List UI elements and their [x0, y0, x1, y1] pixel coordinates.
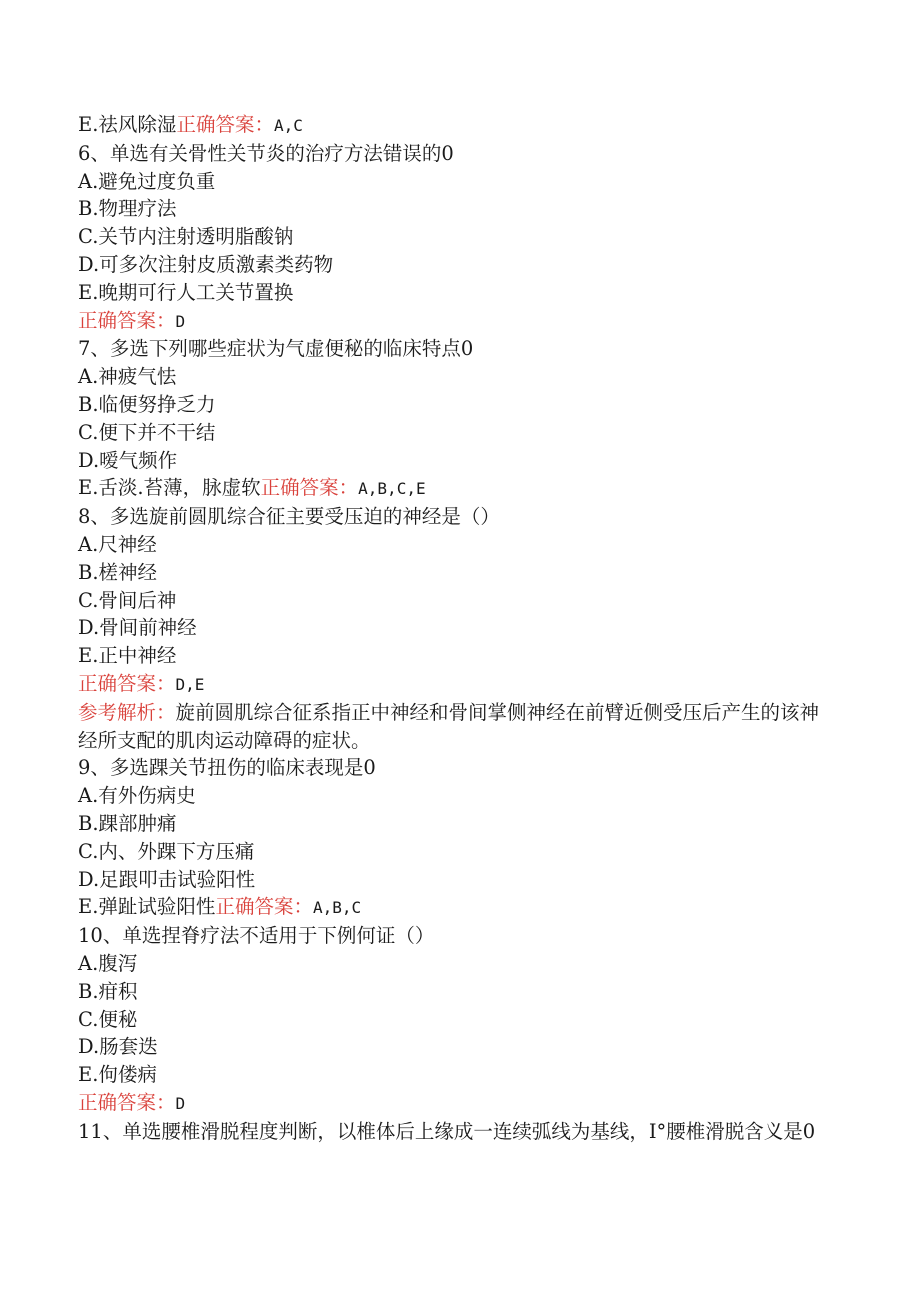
- line-text: 9、多选踝关节扭伤的临床表现是0: [78, 756, 376, 780]
- text-line: [78, 978, 838, 1006]
- answer-value: D,E: [175, 674, 205, 694]
- line-text: B.物理疗法: [78, 197, 177, 221]
- text-line: [78, 587, 838, 615]
- answer-label: 正确答案：: [78, 671, 176, 695]
- explanation-text: 旋前圆肌综合征系指正中神经和骨间掌侧神经在前臂近侧受压后产生的该神经所支配的肌肉运动障碍的症状。: [78, 700, 820, 752]
- text-line: [78, 447, 838, 475]
- text-line: [78, 363, 838, 391]
- line-text: D.足跟叩击试验阳性: [78, 867, 256, 891]
- text-line: [78, 1006, 838, 1034]
- text-line: [78, 699, 838, 755]
- text-line: [78, 419, 838, 447]
- text-line: [78, 754, 838, 782]
- text-line: [78, 1118, 838, 1146]
- text-line: [78, 251, 838, 279]
- answer-label: 正确答案：: [215, 895, 313, 919]
- line-text: 8、多选旋前圆肌综合征主要受压迫的神经是（）: [78, 505, 500, 529]
- line-text: C.便下并不干结: [78, 420, 216, 444]
- text-line: [78, 642, 838, 670]
- line-text: B.槎神经: [78, 560, 158, 584]
- line-text: A.有外伤病史: [78, 784, 196, 808]
- text-line: [78, 531, 838, 559]
- text-line: [78, 279, 838, 307]
- text-line: [78, 950, 838, 978]
- text-line: [78, 168, 838, 196]
- text-line: [78, 503, 838, 531]
- answer-value: A,C: [273, 116, 303, 135]
- line-text: D.肠套迭: [78, 1035, 158, 1059]
- line-text: 7、多选下列哪些症状为气虚便秘的临床特点0: [78, 337, 474, 361]
- line-text: E.弹趾试验阳性: [78, 895, 216, 919]
- text-line: [78, 838, 838, 866]
- text-line: [78, 559, 838, 587]
- text-line: [78, 223, 838, 251]
- line-text: C.关节内注射透明脂酸钠: [78, 225, 294, 249]
- line-text: A.腹泻: [78, 951, 138, 975]
- line-text: C.骨间后神: [78, 588, 177, 612]
- answer-label: 正确答案：: [78, 308, 176, 332]
- answer-value: A,B,C,E: [358, 479, 426, 499]
- line-text: D.骨间前神经: [78, 616, 197, 640]
- text-line: [78, 670, 838, 699]
- line-text: A.尺神经: [78, 532, 157, 556]
- text-line: [78, 140, 838, 168]
- answer-value: A,B,C: [312, 898, 362, 918]
- answer-label: 参考解析：: [78, 700, 176, 724]
- text-line: [78, 893, 838, 922]
- answer-label: 正确答案：: [176, 113, 274, 136]
- text-line: [78, 922, 838, 950]
- line-text: 10、单选捏脊疗法不适用于下例何证（）: [78, 924, 435, 948]
- line-text: E.祛风除湿: [78, 113, 177, 136]
- line-text: C.内、外踝下方压痛: [78, 839, 255, 863]
- answer-label: 正确答案：: [78, 1090, 176, 1114]
- text-line: [78, 1089, 838, 1118]
- line-text: 6、单选有关骨性关节炎的治疗方法错误的0: [78, 141, 454, 165]
- line-text: E.晚期可行人工关节置换: [78, 280, 294, 304]
- line-text: A.避免过度负重: [78, 169, 216, 193]
- text-line: [78, 1061, 838, 1089]
- line-text: B.踝部肿痛: [78, 811, 177, 835]
- text-line: [78, 307, 838, 336]
- line-text: E.舌淡.苔薄，脉虚软: [78, 476, 261, 500]
- answer-value: D: [175, 1093, 186, 1113]
- line-text: A.神疲气怯: [78, 365, 177, 389]
- text-line: [78, 195, 838, 223]
- document-content: [78, 111, 838, 1145]
- text-line: [78, 335, 838, 363]
- line-text: E.正中神经: [78, 644, 177, 668]
- text-line: [78, 810, 838, 838]
- line-text: B.临便努挣乏力: [78, 392, 216, 416]
- text-line: [78, 111, 838, 140]
- line-text: 11、单选腰椎滑脱程度判断，以椎体后上缘成一连续弧线为基线，I°腰椎滑脱含义是0: [78, 1119, 816, 1143]
- line-text: D.嗳气频作: [78, 448, 178, 472]
- text-line: [78, 474, 838, 503]
- line-text: E.佝偻病: [78, 1063, 157, 1087]
- text-line: [78, 1033, 838, 1061]
- answer-label: 正确答案：: [260, 476, 359, 500]
- text-line: [78, 391, 838, 419]
- line-text: B.疳积: [78, 979, 138, 1003]
- line-text: D.可多次注射皮质激素类药物: [78, 252, 334, 276]
- text-line: [78, 782, 838, 810]
- text-line: [78, 866, 838, 894]
- text-line: [78, 614, 838, 642]
- line-text: C.便秘: [78, 1007, 138, 1031]
- answer-value: D: [175, 311, 186, 331]
